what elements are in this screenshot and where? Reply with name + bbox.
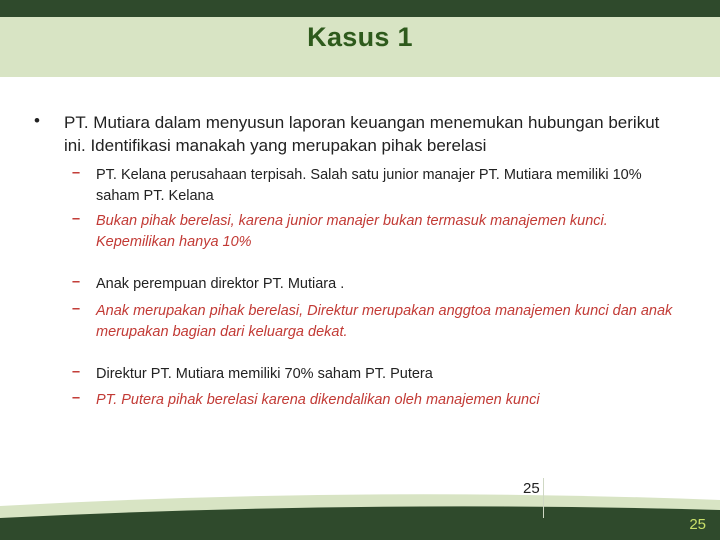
dash-mark: – xyxy=(72,274,81,290)
dash-mark: – xyxy=(72,301,81,317)
question-text: Anak perempuan direktor PT. Mutiara . xyxy=(96,276,345,292)
top-bar xyxy=(0,0,720,17)
answer-text: Anak merupakan pihak berelasi, Direktur merupakan anggtoa manajemen kunci dan anak merupakan bagian dari keluarga dekat. xyxy=(96,303,673,340)
main-bullet-text: PT. Mutiara dalam menyusun laporan keuangan menemukan hubungan berikut ini. Identifikasi manakah yang merupakan pihak berelasi xyxy=(64,113,660,155)
footer-decoration xyxy=(0,494,720,540)
dash-mark: – xyxy=(72,165,81,181)
question-text: PT. Kelana perusahaan terpisah. Salah satu junior manajer PT. Mutiara memiliki 10% saham PT. Kelana xyxy=(96,167,642,204)
bullet-mark: • xyxy=(34,111,40,130)
question-text: Direktur PT. Mutiara memiliki 70% saham PT. Putera xyxy=(96,366,433,382)
page-number-center xyxy=(523,478,544,518)
slide-title: Kasus 1 xyxy=(307,22,413,52)
answer-text: Bukan pihak berelasi, karena junior manajer bukan termasuk manajemen kunci. Kepemilikan hanya 10% xyxy=(96,213,608,250)
dash-mark: – xyxy=(72,211,81,227)
dash-mark: – xyxy=(72,390,81,406)
answer-text: PT. Putera pihak berelasi karena dikendalikan oleh manajemen kunci xyxy=(96,392,540,408)
page-number-center-text: 25 xyxy=(523,480,540,497)
dash-mark: – xyxy=(72,364,81,380)
page-number-corner: 25 xyxy=(689,516,706,533)
